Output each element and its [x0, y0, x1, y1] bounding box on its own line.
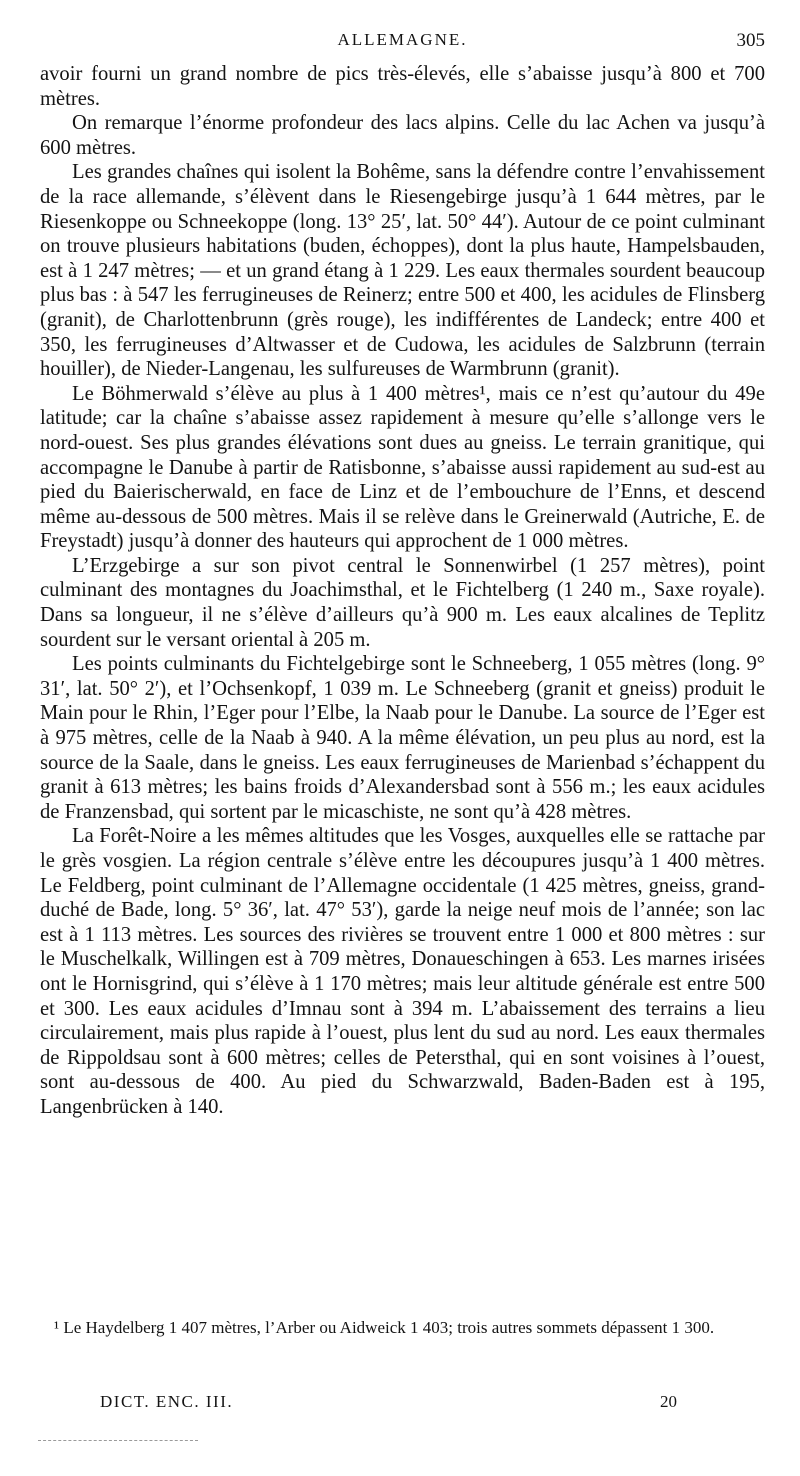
paragraph-alpine-lakes: On remarque l’énorme profondeur des lacs alpins. Celle du lac Achen va jusqu’à 600 mètres. — [40, 112, 765, 159]
bottom-dashed-line — [38, 1440, 198, 1441]
paragraph-foret-noire: La Forêt-Noire a les mêmes altitudes que les Vosges, auxquelles elle se rattache par le grès vosgien. La région centrale s’élève entre les découpures jusqu’à 1 400 mètres. Le Feldberg, point culminant de l’Allemagne occidentale (1 425 mètres, gneiss, grand-duché de Bade, long. 5° 36′, lat. 47° 53′), garde la neige neuf mois de l’année; son lac est à 1 113 mètres. Les sources des rivières se trouvent entre 1 000 et 800 mètres : sur le Muschelkalk, Willingen est à 709 mètres, Donaueschingen à 653. Les marnes irisées ont le Hornisgrind, qui s’élève à 1 170 mètres; mais leur altitude générale est entre 500 et 300. Les eaux acidules d’Imnau sont à 394 m. L’abaissement des terrains a lieu circulairement, mais plus rapide à l’ouest, plus lent du sud au nord. Les eaux thermales de Rippoldsau sont à 600 mètres; celles de Petersthal, qui en sont voisines à l’ouest, sont au-dessous de 400. Au pied du Schwarzwald, Baden-Baden est à 195, Langenbrücken à 140. — [40, 825, 765, 1118]
paragraph-bohmerwald: Le Böhmerwald s’élève au plus à 1 400 mètres¹, mais ce n’est qu’autour du 49e latitude; car la chaîne s’abaisse assez rapidement à mesure qu’elle s’allonge vers le nord-ouest. Ses plus grandes élévations sont dues au gneiss. Le terrain granitique, qui accompagne le Danube à partir de Ratisbonne, s’abaisse aussi rapidement au sud-est au pied du Baierischerwald, en face de Linz et de l’embouchure de l’Enns, et descend même au-dessous de 500 mètres. Mais il se relève dans le Greinerwald (Autriche, E. de Freystadt) jusqu’à donner des hauteurs qui approchent de 1 000 mètres. — [40, 382, 765, 553]
printer-signature: DICT. ENC. III. — [100, 1392, 234, 1411]
paragraph-riesengebirge: Les grandes chaînes qui isolent la Bohême, sans la défendre contre l’envahissement de la race allemande, s’élèvent dans le Riesengebirge jusqu’à 1 644 mètres, par le Riesenkoppe ou Schneekoppe (long. 13° 25′, lat. 50° 44′). Autour de ce point culminant on trouve plusieurs habitations (buden, échoppes), dont la plus haute, Hampelsbauden, est à 1 247 mètres; — et un grand étang à 1 229. Les eaux thermales sourdent beaucoup plus bas : à 547 les ferrugineuses de Reinerz; entre 500 et 400, les acidules de Flinsberg (granit), de Charlottenbrunn (grès rouge), les indifférentes de Landeck; entre 400 et 350, les ferrugineuses d’Altwasser et de Cudowa, les acidules de Salzbrunn (terrain houiller), de Nieder-Langenau, les sulfureuses de Warmbrunn (granit). — [40, 161, 765, 381]
page-number: 305 — [736, 30, 765, 51]
signature-number: 20 — [660, 1392, 677, 1411]
paragraph-continuation: avoir fourni un grand nombre de pics très-élevés, elle s’abaisse jusqu’à 800 et 700 mètres. — [40, 63, 765, 110]
page-header — [40, 30, 765, 58]
running-head: ALLEMAGNE. — [337, 30, 468, 49]
paragraph-erzgebirge: L’Erzgebirge a sur son pivot central le Sonnenwirbel (1 257 mètres), point culminant des montagnes du Joachimsthal, et le Fichtelberg (1 240 m., Saxe royale). Dans sa longueur, il ne s’élève d’ailleurs qu’à 900 m. Les eaux alcalines de Teplitz sourdent sur le versant oriental à 205 m. — [40, 554, 765, 651]
page-footer — [100, 1392, 680, 1416]
footnote: ¹ Le Haydelberg 1 407 mètres, l’Arber ou Aidweick 1 403; trois autres sommets dépassent 1 300. — [54, 1318, 715, 1337]
body-text — [40, 62, 765, 1120]
paragraph-fichtelgebirge: Les points culminants du Fichtelgebirge sont le Schneeberg, 1 055 mètres (long. 9° 31′, lat. 50° 2′), et l’Ochsenkopf, 1 039 m. Le Schneeberg (granit et gneiss) produit le Main pour le Rhin, l’Eger pour l’Elbe, la Naab pour le Danube. La source de l’Eger est à 975 mètres, celle de la Naab à 940. A la même élévation, un peu plus au nord, est la source de la Saale, dans le gneiss. Les eaux ferrugineuses de Marienbad s’échappent du granit à 613 mètres; les bains froids d’Alexandersbad sont à 556 m.; les eaux acidules de Franzensbad, qui sortent par le micaschiste, ne sont qu’à 428 mètres. — [40, 653, 765, 823]
